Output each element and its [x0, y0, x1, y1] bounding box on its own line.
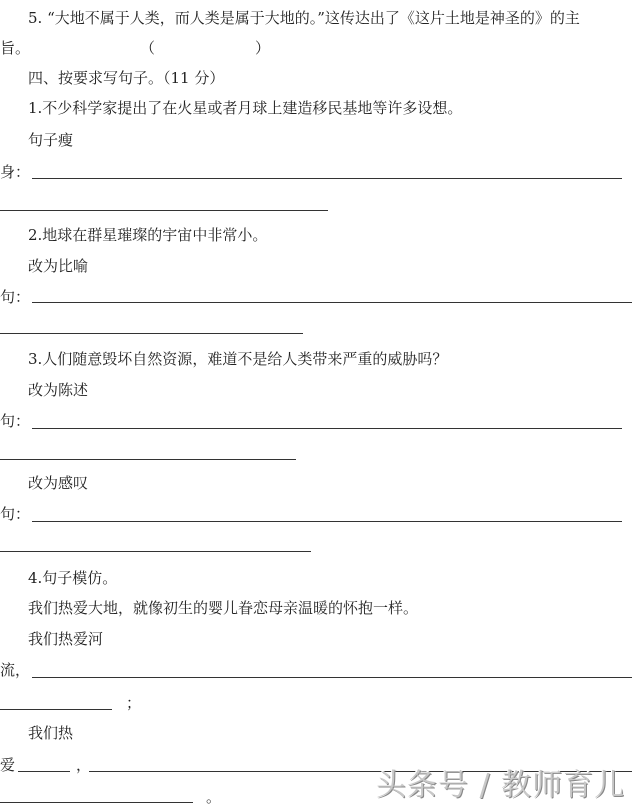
answer-paren-open: （	[140, 39, 156, 57]
q1-answer-line[interactable]	[32, 178, 622, 179]
q2-answer-line-2[interactable]	[0, 333, 303, 334]
q4-prompt-2: 我们热	[28, 724, 74, 742]
q5-text-end: 旨。	[0, 39, 31, 57]
q4-prompt-1-end: 流，	[0, 661, 31, 679]
q4-answer-line-1[interactable]	[32, 677, 632, 678]
q3-text: 3.人们随意毁坏自然资源，难道不是给人类带来严重的威胁吗？	[28, 350, 448, 368]
q4-answer-line-1b[interactable]	[0, 709, 112, 710]
q3-instruction-exclaim: 改为感叹	[28, 474, 89, 492]
semicolon: ；	[126, 694, 142, 712]
q4-text: 4.句子模仿。	[28, 569, 118, 587]
q3-instruction-statement-end: 句：	[0, 412, 31, 430]
q1-instruction-end: 身：	[0, 163, 31, 181]
q4-answer-line-2b[interactable]	[0, 802, 193, 803]
q4-example: 我们热爱大地，就像初生的婴儿眷恋母亲温暖的怀抱一样。	[28, 599, 419, 617]
section-heading: 四、按要求写句子。（11 分）	[28, 69, 225, 87]
period: 。	[206, 788, 222, 806]
q2-text: 2.地球在群星璀璨的宇宙中非常小。	[28, 226, 268, 244]
q4-prompt-2-end: 爱	[0, 756, 16, 774]
q3-statement-line-2[interactable]	[0, 459, 296, 460]
q3-statement-line[interactable]	[32, 428, 622, 429]
q1-answer-line-2[interactable]	[0, 210, 328, 211]
q2-instruction-end: 句：	[0, 288, 31, 306]
q3-instruction-exclaim-end: 句：	[0, 505, 31, 523]
watermark: 头条号 / 教师育儿	[376, 768, 626, 803]
q2-answer-line[interactable]	[32, 302, 632, 303]
comma: ，	[76, 756, 92, 774]
q3-exclaim-line-2[interactable]	[0, 551, 311, 552]
q1-text: 1.不少科学家提出了在火星或者月球上建造移民基地等许多设想。	[28, 99, 463, 117]
q4-prompt-1: 我们热爱河	[28, 630, 104, 648]
q3-exclaim-line[interactable]	[32, 521, 622, 522]
q4-blank-short[interactable]	[18, 771, 70, 772]
q1-instruction: 句子瘦	[28, 131, 74, 149]
q2-instruction: 改为比喻	[28, 257, 89, 275]
q5-text: 5. “大地不属于人类，而人类是属于大地的。”这传达出了《这片土地是神圣的》的主	[28, 9, 580, 27]
answer-paren-close: ）	[255, 39, 271, 57]
q3-instruction-statement: 改为陈述	[28, 381, 89, 399]
